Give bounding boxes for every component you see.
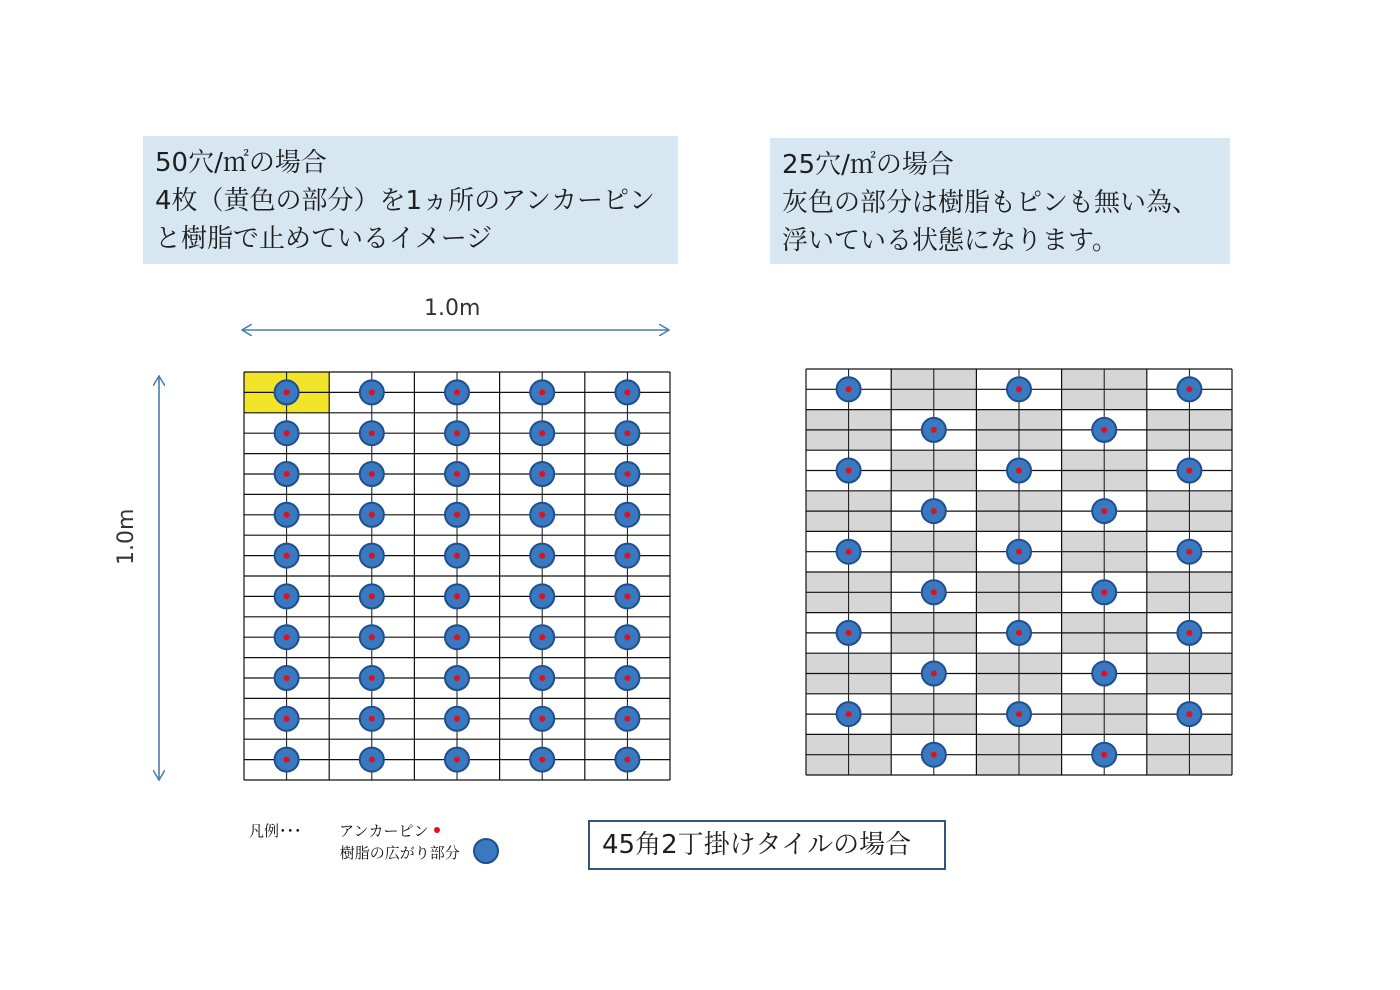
shaded-tile bbox=[976, 511, 1019, 531]
shaded-tile bbox=[976, 674, 1019, 694]
anchor-pin bbox=[369, 471, 375, 477]
anchor-pin bbox=[539, 430, 545, 436]
anchor-pin bbox=[931, 671, 937, 677]
anchor-pin bbox=[624, 593, 630, 599]
anchor-pin bbox=[539, 471, 545, 477]
shaded-tile bbox=[934, 531, 977, 551]
shaded-tile bbox=[1189, 572, 1232, 592]
shaded-tile bbox=[1104, 369, 1147, 389]
shaded-tile bbox=[891, 552, 934, 572]
shaded-tile bbox=[934, 552, 977, 572]
anchor-pin bbox=[284, 430, 290, 436]
anchor-pin bbox=[369, 634, 375, 640]
shaded-tile bbox=[849, 592, 892, 612]
shaded-tile bbox=[1189, 430, 1232, 450]
anchor-pin bbox=[931, 589, 937, 595]
shaded-tile bbox=[934, 613, 977, 633]
shaded-tile bbox=[1147, 430, 1190, 450]
height-dimension-label: 1.0m bbox=[114, 508, 139, 565]
anchor-pin bbox=[284, 716, 290, 722]
shaded-tile bbox=[891, 633, 934, 653]
shaded-tile bbox=[1147, 410, 1190, 430]
anchor-pin bbox=[624, 757, 630, 763]
legend-resin-label: 樹脂の広がり部分 bbox=[339, 844, 460, 862]
shaded-tile bbox=[976, 653, 1019, 673]
anchor-pin bbox=[1016, 630, 1022, 636]
shaded-tile bbox=[806, 653, 849, 673]
shaded-tile bbox=[806, 592, 849, 612]
shaded-tile bbox=[891, 389, 934, 409]
legend-resin-icon bbox=[474, 839, 498, 863]
shaded-tile bbox=[1062, 714, 1105, 734]
anchor-pin bbox=[284, 634, 290, 640]
shaded-tile bbox=[891, 369, 934, 389]
shaded-tile bbox=[1104, 694, 1147, 714]
shaded-tile bbox=[1189, 592, 1232, 612]
shaded-tile bbox=[806, 491, 849, 511]
anchor-pin bbox=[1101, 508, 1107, 514]
shaded-tile bbox=[1147, 511, 1190, 531]
shaded-tile bbox=[1104, 450, 1147, 470]
shaded-tile bbox=[1147, 592, 1190, 612]
anchor-pin bbox=[369, 716, 375, 722]
anchor-pin bbox=[624, 471, 630, 477]
anchor-pin bbox=[539, 757, 545, 763]
left-grid-50-holes bbox=[244, 372, 670, 780]
shaded-tile bbox=[1189, 511, 1232, 531]
shaded-tile bbox=[891, 694, 934, 714]
shaded-tile bbox=[849, 410, 892, 430]
shaded-tile bbox=[976, 572, 1019, 592]
shaded-tile bbox=[1189, 410, 1232, 430]
shaded-tile bbox=[934, 714, 977, 734]
anchor-pin bbox=[846, 711, 852, 717]
shaded-tile bbox=[806, 410, 849, 430]
anchor-pin bbox=[369, 389, 375, 395]
shaded-tile bbox=[934, 389, 977, 409]
shaded-tile bbox=[1062, 552, 1105, 572]
anchor-pin bbox=[1186, 549, 1192, 555]
right-note-line-1: 25穴/㎡の場合 bbox=[782, 150, 954, 180]
shaded-tile bbox=[849, 755, 892, 775]
shaded-tile bbox=[1062, 369, 1105, 389]
anchor-pin bbox=[454, 593, 460, 599]
shaded-tile bbox=[1147, 674, 1190, 694]
shaded-tile bbox=[891, 450, 934, 470]
anchor-pin bbox=[539, 389, 545, 395]
anchor-pin bbox=[454, 716, 460, 722]
anchor-pin bbox=[931, 508, 937, 514]
shaded-tile bbox=[1019, 430, 1062, 450]
width-dimension-label: 1.0m bbox=[424, 296, 481, 321]
anchor-pin bbox=[454, 512, 460, 518]
anchor-pin bbox=[454, 634, 460, 640]
anchor-pin bbox=[369, 593, 375, 599]
anchor-pin bbox=[284, 471, 290, 477]
anchor-pin bbox=[369, 675, 375, 681]
anchor-pin bbox=[1186, 630, 1192, 636]
anchor-pin bbox=[1101, 671, 1107, 677]
anchor-pin bbox=[369, 430, 375, 436]
anchor-pin bbox=[1101, 427, 1107, 433]
shaded-tile bbox=[891, 531, 934, 551]
shaded-tile bbox=[934, 694, 977, 714]
shaded-tile bbox=[891, 714, 934, 734]
left-note-line-3: と樹脂で止めているイメージ bbox=[155, 224, 493, 254]
anchor-pin bbox=[454, 757, 460, 763]
shaded-tile bbox=[1147, 734, 1190, 754]
caption-box: 45角2丁掛けタイルの場合 bbox=[588, 820, 946, 870]
shaded-tile bbox=[891, 471, 934, 491]
shaded-tile bbox=[1062, 531, 1105, 551]
anchor-pin bbox=[1101, 589, 1107, 595]
shaded-tile bbox=[1062, 694, 1105, 714]
shaded-tile bbox=[1062, 450, 1105, 470]
anchor-pin bbox=[931, 427, 937, 433]
right-note-line-2: 灰色の部分は樹脂もピンも無い為、 bbox=[782, 188, 1199, 218]
anchor-pin bbox=[539, 593, 545, 599]
left-note-line-2: 4枚（黄色の部分）を1ヵ所のアンカーピン bbox=[155, 186, 656, 216]
shaded-tile bbox=[1019, 491, 1062, 511]
anchor-pin bbox=[624, 389, 630, 395]
anchor-pin bbox=[284, 512, 290, 518]
left-note-line-1: 50穴/㎡の場合 bbox=[155, 148, 327, 178]
anchor-pin bbox=[846, 549, 852, 555]
anchor-pin bbox=[846, 630, 852, 636]
shaded-tile bbox=[1189, 755, 1232, 775]
shaded-tile bbox=[1019, 755, 1062, 775]
anchor-pin bbox=[1016, 711, 1022, 717]
shaded-tile bbox=[1019, 572, 1062, 592]
shaded-tile bbox=[806, 511, 849, 531]
shaded-tile bbox=[806, 572, 849, 592]
shaded-tile bbox=[1104, 389, 1147, 409]
anchor-pin bbox=[369, 512, 375, 518]
shaded-tile bbox=[849, 734, 892, 754]
shaded-tile bbox=[1147, 755, 1190, 775]
shaded-tile bbox=[976, 734, 1019, 754]
shaded-tile bbox=[934, 633, 977, 653]
shaded-tile bbox=[934, 450, 977, 470]
anchor-pin bbox=[624, 430, 630, 436]
anchor-pin bbox=[624, 512, 630, 518]
shaded-tile bbox=[1062, 613, 1105, 633]
anchor-pin bbox=[539, 512, 545, 518]
shaded-tile bbox=[1104, 714, 1147, 734]
shaded-tile bbox=[806, 734, 849, 754]
anchor-pin bbox=[1186, 468, 1192, 474]
shaded-tile bbox=[1147, 653, 1190, 673]
shaded-tile bbox=[849, 572, 892, 592]
shaded-tile bbox=[1189, 653, 1232, 673]
shaded-tile bbox=[1147, 572, 1190, 592]
shaded-tile bbox=[849, 491, 892, 511]
anchor-pin bbox=[1101, 752, 1107, 758]
shaded-tile bbox=[849, 653, 892, 673]
anchor-pin bbox=[624, 553, 630, 559]
shaded-tile bbox=[1019, 410, 1062, 430]
legend-prefix: 凡例･･･ bbox=[249, 822, 302, 840]
shaded-tile bbox=[849, 674, 892, 694]
shaded-tile bbox=[1104, 552, 1147, 572]
anchor-pin bbox=[1016, 468, 1022, 474]
anchor-pin bbox=[931, 752, 937, 758]
anchor-pin bbox=[454, 675, 460, 681]
shaded-tile bbox=[1019, 653, 1062, 673]
anchor-pin bbox=[454, 389, 460, 395]
anchor-pin bbox=[624, 675, 630, 681]
shaded-tile bbox=[1019, 511, 1062, 531]
anchor-pin bbox=[369, 553, 375, 559]
anchor-pin bbox=[1016, 386, 1022, 392]
shaded-tile bbox=[806, 755, 849, 775]
right-note-line-3: 浮いている状態になります。 bbox=[782, 226, 1118, 256]
shaded-tile bbox=[1104, 633, 1147, 653]
shaded-tile bbox=[1189, 734, 1232, 754]
shaded-tile bbox=[806, 674, 849, 694]
anchor-pin bbox=[539, 634, 545, 640]
shaded-tile bbox=[1189, 674, 1232, 694]
anchor-pin bbox=[454, 471, 460, 477]
anchor-pin bbox=[284, 389, 290, 395]
anchor-pin bbox=[1186, 711, 1192, 717]
shaded-tile bbox=[1062, 471, 1105, 491]
anchor-pin bbox=[284, 757, 290, 763]
shaded-tile bbox=[1019, 674, 1062, 694]
shaded-tile bbox=[849, 430, 892, 450]
shaded-tile bbox=[1104, 613, 1147, 633]
anchor-pin bbox=[624, 634, 630, 640]
anchor-pin bbox=[284, 553, 290, 559]
anchor-pin bbox=[454, 430, 460, 436]
shaded-tile bbox=[934, 471, 977, 491]
shaded-tile bbox=[1147, 491, 1190, 511]
anchor-pin bbox=[284, 675, 290, 681]
anchor-pin bbox=[369, 757, 375, 763]
shaded-tile bbox=[976, 755, 1019, 775]
anchor-pin bbox=[284, 593, 290, 599]
shaded-tile bbox=[934, 369, 977, 389]
shaded-tile bbox=[1104, 471, 1147, 491]
anchor-pin bbox=[1186, 386, 1192, 392]
anchor-pin bbox=[539, 716, 545, 722]
shaded-tile bbox=[1189, 491, 1232, 511]
anchor-pin bbox=[846, 468, 852, 474]
shaded-tile bbox=[1019, 734, 1062, 754]
anchor-pin bbox=[539, 675, 545, 681]
shaded-tile bbox=[1062, 633, 1105, 653]
legend-pin-label: アンカーピン bbox=[339, 822, 429, 840]
shaded-tile bbox=[891, 613, 934, 633]
anchor-pin bbox=[846, 386, 852, 392]
shaded-tile bbox=[806, 430, 849, 450]
legend bbox=[249, 820, 460, 864]
shaded-tile bbox=[976, 430, 1019, 450]
shaded-tile bbox=[1019, 592, 1062, 612]
right-grid-25-holes bbox=[806, 369, 1232, 775]
anchor-pin bbox=[454, 553, 460, 559]
shaded-tile bbox=[1062, 389, 1105, 409]
shaded-tile bbox=[976, 592, 1019, 612]
anchor-pin bbox=[624, 716, 630, 722]
anchor-pin bbox=[539, 553, 545, 559]
shaded-tile bbox=[976, 491, 1019, 511]
shaded-tile bbox=[1104, 531, 1147, 551]
shaded-tile bbox=[976, 410, 1019, 430]
shaded-tile bbox=[849, 511, 892, 531]
anchor-pin bbox=[1016, 549, 1022, 555]
